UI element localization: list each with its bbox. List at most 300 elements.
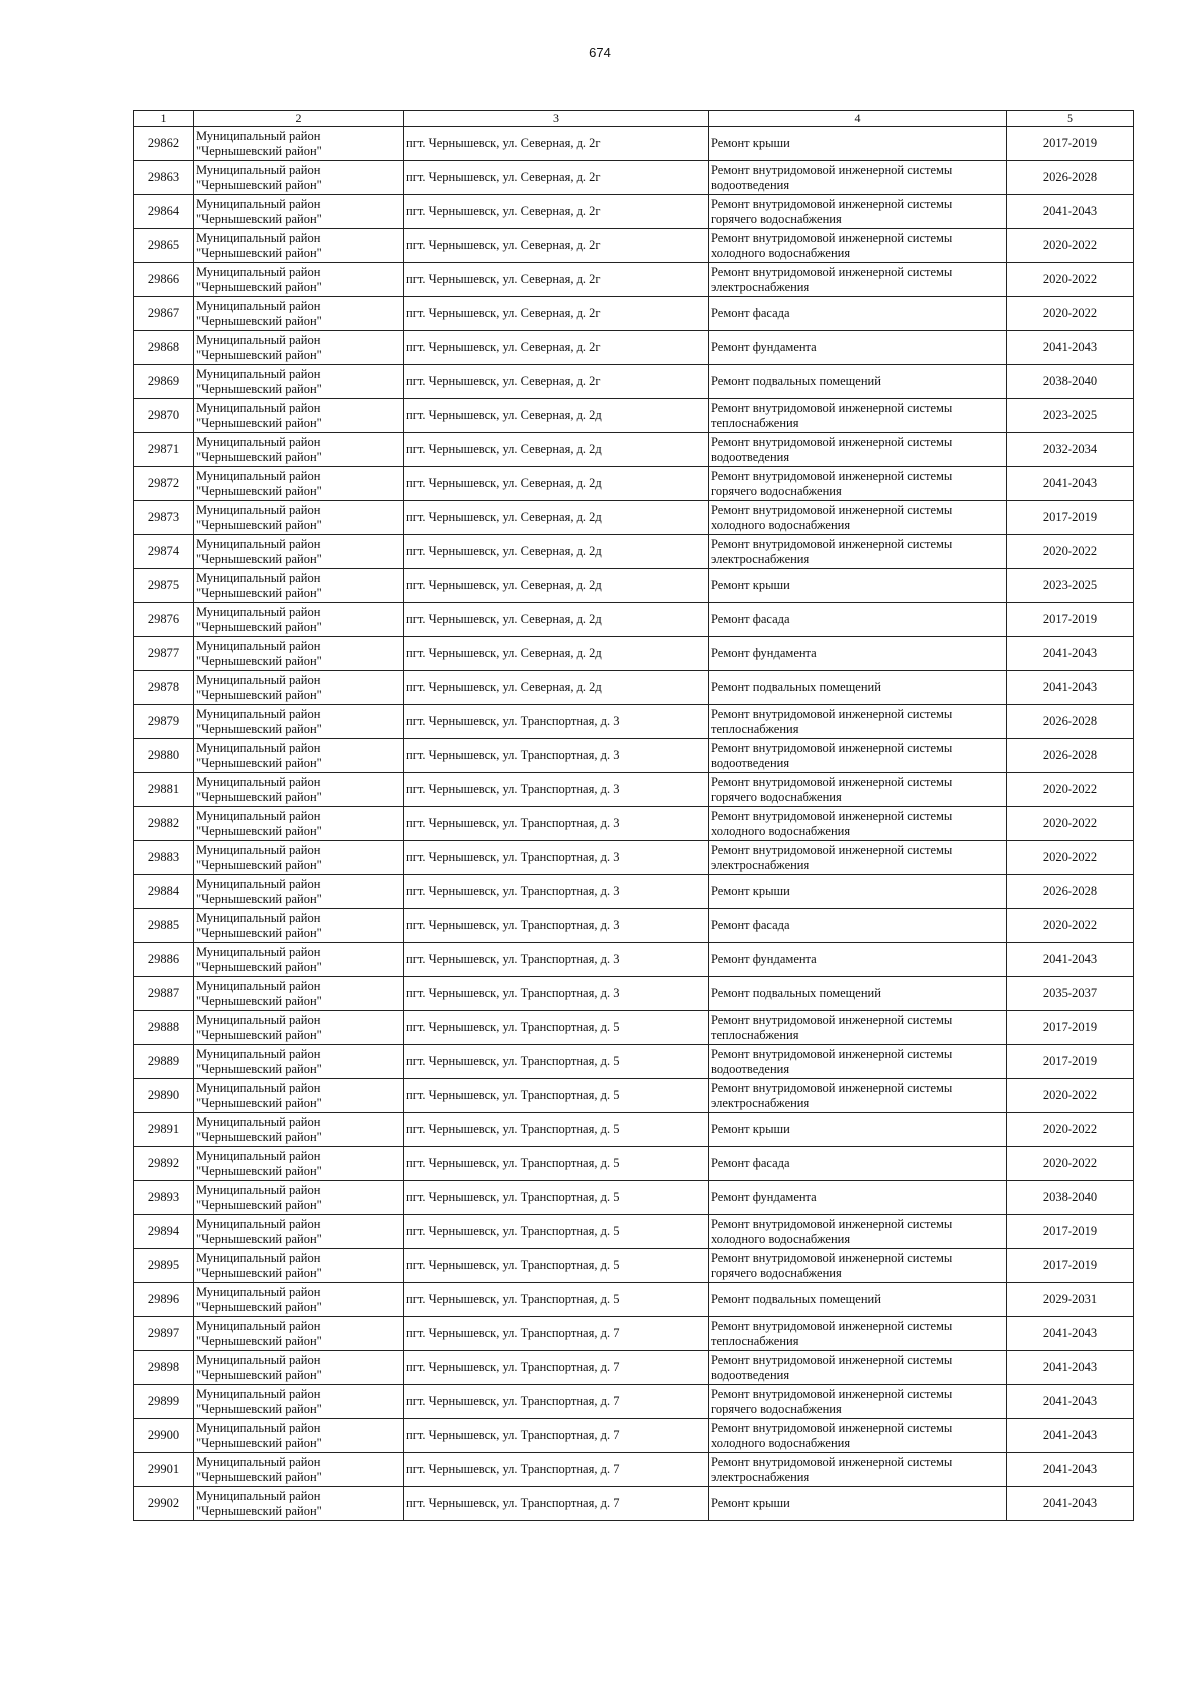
work-type-line: Ремонт внутридомовой инженерной системы <box>711 400 953 415</box>
address-cell: пгт. Чернышевск, ул. Транспортная, д. 7 <box>404 1351 709 1385</box>
address-cell: пгт. Чернышевск, ул. Северная, д. 2д <box>404 569 709 603</box>
address-cell: пгт. Чернышевск, ул. Транспортная, д. 5 <box>404 1011 709 1045</box>
district-cell <box>194 1011 404 1045</box>
address-cell: пгт. Чернышевск, ул. Транспортная, д. 3 <box>404 739 709 773</box>
record-number: 29880 <box>134 739 194 773</box>
record-number: 29886 <box>134 943 194 977</box>
table-row <box>134 807 1134 841</box>
district-cell <box>194 1147 404 1181</box>
record-number: 29896 <box>134 1283 194 1317</box>
district-line: Муниципальный район <box>196 128 321 143</box>
table-row <box>134 773 1134 807</box>
district-line: "Чернышевский район" <box>196 993 322 1008</box>
table-row <box>134 1147 1134 1181</box>
period-cell: 2020-2022 <box>1007 773 1134 807</box>
district-line: Муниципальный район <box>196 1420 321 1435</box>
column-header: 3 <box>404 111 709 127</box>
table-row <box>134 365 1134 399</box>
record-number: 29874 <box>134 535 194 569</box>
district-line: Муниципальный район <box>196 1046 321 1061</box>
address-cell: пгт. Чернышевск, ул. Транспортная, д. 5 <box>404 1283 709 1317</box>
work-type-cell <box>709 773 1007 807</box>
work-type-cell <box>709 331 1007 365</box>
district-cell <box>194 977 404 1011</box>
district-line: "Чернышевский район" <box>196 1469 322 1484</box>
table-row <box>134 1283 1134 1317</box>
record-number: 29872 <box>134 467 194 501</box>
record-number: 29897 <box>134 1317 194 1351</box>
work-type-cell <box>709 1011 1007 1045</box>
address-cell: пгт. Чернышевск, ул. Транспортная, д. 3 <box>404 773 709 807</box>
work-type-cell <box>709 1419 1007 1453</box>
district-line: Муниципальный район <box>196 196 321 211</box>
address-cell: пгт. Чернышевск, ул. Северная, д. 2г <box>404 229 709 263</box>
district-cell <box>194 841 404 875</box>
district-line: "Чернышевский район" <box>196 789 322 804</box>
column-header: 2 <box>194 111 404 127</box>
work-type-cell <box>709 1181 1007 1215</box>
table-row <box>134 1215 1134 1249</box>
district-line: "Чернышевский район" <box>196 1061 322 1076</box>
table-row <box>134 1385 1134 1419</box>
table-row <box>134 467 1134 501</box>
record-number: 29884 <box>134 875 194 909</box>
work-type-line: Ремонт внутридомовой инженерной системы <box>711 230 953 245</box>
work-type-line: Ремонт внутридомовой инженерной системы <box>711 196 953 211</box>
period-cell: 2041-2043 <box>1007 1317 1134 1351</box>
district-line: Муниципальный район <box>196 740 321 755</box>
record-number: 29870 <box>134 399 194 433</box>
district-line: "Чернышевский район" <box>196 1163 322 1178</box>
district-cell <box>194 603 404 637</box>
period-cell: 2041-2043 <box>1007 1351 1134 1385</box>
record-number: 29892 <box>134 1147 194 1181</box>
period-cell: 2020-2022 <box>1007 1079 1134 1113</box>
address-cell: пгт. Чернышевск, ул. Транспортная, д. 7 <box>404 1453 709 1487</box>
record-number: 29889 <box>134 1045 194 1079</box>
column-number-row <box>134 111 1134 127</box>
district-cell <box>194 1351 404 1385</box>
district-line: Муниципальный район <box>196 264 321 279</box>
district-line: Муниципальный район <box>196 774 321 789</box>
work-type-cell <box>709 1045 1007 1079</box>
work-type-line: Ремонт фасада <box>711 1156 790 1170</box>
column-header: 1 <box>134 111 194 127</box>
table-row <box>134 535 1134 569</box>
district-cell <box>194 161 404 195</box>
table-row <box>134 1079 1134 1113</box>
record-number: 29893 <box>134 1181 194 1215</box>
work-type-cell <box>709 1283 1007 1317</box>
period-cell: 2041-2043 <box>1007 637 1134 671</box>
record-number: 29902 <box>134 1487 194 1521</box>
district-line: "Чернышевский район" <box>196 347 322 362</box>
district-line: Муниципальный район <box>196 706 321 721</box>
district-line: "Чернышевский район" <box>196 551 322 566</box>
table-row <box>134 603 1134 637</box>
table-row <box>134 297 1134 331</box>
district-line: Муниципальный район <box>196 808 321 823</box>
district-line: Муниципальный район <box>196 1182 321 1197</box>
address-cell: пгт. Чернышевск, ул. Северная, д. 2д <box>404 603 709 637</box>
table-row <box>134 433 1134 467</box>
record-number: 29883 <box>134 841 194 875</box>
table-row <box>134 1249 1134 1283</box>
district-cell <box>194 467 404 501</box>
work-type-cell <box>709 1079 1007 1113</box>
work-type-line: Ремонт подвальных помещений <box>711 986 881 1000</box>
district-line: Муниципальный район <box>196 1284 321 1299</box>
work-type-line: Ремонт внутридомовой инженерной системы <box>711 774 953 789</box>
district-line: Муниципальный район <box>196 638 321 653</box>
record-number: 29875 <box>134 569 194 603</box>
work-type-line: водоотведения <box>711 755 790 770</box>
work-type-cell <box>709 977 1007 1011</box>
table-row <box>134 501 1134 535</box>
district-cell <box>194 1249 404 1283</box>
period-cell: 2023-2025 <box>1007 569 1134 603</box>
district-cell <box>194 195 404 229</box>
district-line: Муниципальный район <box>196 298 321 313</box>
record-number: 29865 <box>134 229 194 263</box>
work-type-cell <box>709 1385 1007 1419</box>
work-type-line: Ремонт внутридомовой инженерной системы <box>711 740 953 755</box>
district-line: "Чернышевский район" <box>196 1299 322 1314</box>
work-type-line: водоотведения <box>711 1061 790 1076</box>
period-cell: 2026-2028 <box>1007 161 1134 195</box>
work-type-line: Ремонт внутридомовой инженерной системы <box>711 808 953 823</box>
table-row <box>134 1419 1134 1453</box>
work-type-cell <box>709 841 1007 875</box>
district-line: Муниципальный район <box>196 332 321 347</box>
work-type-cell <box>709 1487 1007 1521</box>
table-row <box>134 127 1134 161</box>
table-row <box>134 1317 1134 1351</box>
work-type-line: Ремонт крыши <box>711 884 790 898</box>
district-line: "Чернышевский район" <box>196 313 322 328</box>
district-line: Муниципальный район <box>196 1488 321 1503</box>
record-number: 29881 <box>134 773 194 807</box>
district-cell <box>194 229 404 263</box>
work-type-line: горячего водоснабжения <box>711 483 842 498</box>
address-cell: пгт. Чернышевск, ул. Транспортная, д. 3 <box>404 807 709 841</box>
period-cell: 2017-2019 <box>1007 1011 1134 1045</box>
district-line: "Чернышевский район" <box>196 653 322 668</box>
address-cell: пгт. Чернышевск, ул. Северная, д. 2г <box>404 331 709 365</box>
period-cell: 2041-2043 <box>1007 331 1134 365</box>
work-type-line: горячего водоснабжения <box>711 789 842 804</box>
district-line: Муниципальный район <box>196 162 321 177</box>
address-cell: пгт. Чернышевск, ул. Транспортная, д. 5 <box>404 1079 709 1113</box>
work-type-cell <box>709 705 1007 739</box>
work-type-line: Ремонт внутридомовой инженерной системы <box>711 1046 953 1061</box>
work-type-line: водоотведения <box>711 449 790 464</box>
work-type-line: холодного водоснабжения <box>711 517 851 532</box>
address-cell: пгт. Чернышевск, ул. Транспортная, д. 3 <box>404 909 709 943</box>
work-type-line: холодного водоснабжения <box>711 823 851 838</box>
work-type-line: Ремонт внутридомовой инженерной системы <box>711 1352 953 1367</box>
district-line: Муниципальный район <box>196 570 321 585</box>
district-line: Муниципальный район <box>196 1318 321 1333</box>
district-cell <box>194 739 404 773</box>
table-row <box>134 671 1134 705</box>
work-type-line: Ремонт фундамента <box>711 952 817 966</box>
district-line: "Чернышевский район" <box>196 1129 322 1144</box>
work-type-line: водоотведения <box>711 177 790 192</box>
work-type-cell <box>709 1215 1007 1249</box>
record-number: 29877 <box>134 637 194 671</box>
work-type-line: Ремонт внутридомовой инженерной системы <box>711 162 953 177</box>
address-cell: пгт. Чернышевск, ул. Северная, д. 2д <box>404 433 709 467</box>
work-type-line: горячего водоснабжения <box>711 1401 842 1416</box>
work-type-cell <box>709 909 1007 943</box>
work-type-line: Ремонт внутридомовой инженерной системы <box>711 1386 953 1401</box>
district-cell <box>194 773 404 807</box>
district-cell <box>194 365 404 399</box>
period-cell: 2017-2019 <box>1007 1249 1134 1283</box>
address-cell: пгт. Чернышевск, ул. Транспортная, д. 7 <box>404 1317 709 1351</box>
work-type-cell <box>709 875 1007 909</box>
district-line: "Чернышевский район" <box>196 585 322 600</box>
work-type-line: электроснабжения <box>711 551 810 566</box>
work-type-line: Ремонт внутридомовой инженерной системы <box>711 264 953 279</box>
district-line: "Чернышевский район" <box>196 245 322 260</box>
period-cell: 2023-2025 <box>1007 399 1134 433</box>
district-cell <box>194 1079 404 1113</box>
district-line: Муниципальный район <box>196 910 321 925</box>
work-type-line: холодного водоснабжения <box>711 245 851 260</box>
district-line: "Чернышевский район" <box>196 279 322 294</box>
work-type-cell <box>709 365 1007 399</box>
address-cell: пгт. Чернышевск, ул. Транспортная, д. 3 <box>404 705 709 739</box>
work-type-line: Ремонт подвальных помещений <box>711 1292 881 1306</box>
work-type-line: Ремонт внутридомовой инженерной системы <box>711 1420 953 1435</box>
district-line: Муниципальный район <box>196 672 321 687</box>
district-line: Муниципальный район <box>196 468 321 483</box>
district-line: "Чернышевский район" <box>196 721 322 736</box>
district-cell <box>194 569 404 603</box>
district-line: "Чернышевский район" <box>196 1435 322 1450</box>
district-line: Муниципальный район <box>196 944 321 959</box>
district-line: "Чернышевский район" <box>196 891 322 906</box>
work-type-cell <box>709 807 1007 841</box>
table-row <box>134 705 1134 739</box>
address-cell: пгт. Чернышевск, ул. Транспортная, д. 5 <box>404 1147 709 1181</box>
work-type-cell <box>709 739 1007 773</box>
district-line: Муниципальный район <box>196 366 321 381</box>
table-row <box>134 637 1134 671</box>
work-type-cell <box>709 1351 1007 1385</box>
table-row <box>134 739 1134 773</box>
work-type-line: холодного водоснабжения <box>711 1231 851 1246</box>
work-type-cell <box>709 535 1007 569</box>
district-line: Муниципальный район <box>196 1080 321 1095</box>
address-cell: пгт. Чернышевск, ул. Северная, д. 2г <box>404 365 709 399</box>
record-number: 29878 <box>134 671 194 705</box>
work-type-line: Ремонт подвальных помещений <box>711 680 881 694</box>
period-cell: 2020-2022 <box>1007 1113 1134 1147</box>
page-number: 674 <box>589 45 611 60</box>
district-cell <box>194 127 404 161</box>
table-row <box>134 977 1134 1011</box>
district-line: "Чернышевский район" <box>196 1197 322 1212</box>
table-row <box>134 875 1134 909</box>
table-row <box>134 943 1134 977</box>
period-cell: 2026-2028 <box>1007 875 1134 909</box>
work-type-cell <box>709 603 1007 637</box>
record-number: 29899 <box>134 1385 194 1419</box>
work-type-line: горячего водоснабжения <box>711 1265 842 1280</box>
work-type-line: электроснабжения <box>711 1469 810 1484</box>
period-cell: 2041-2043 <box>1007 1385 1134 1419</box>
district-line: "Чернышевский район" <box>196 857 322 872</box>
district-cell <box>194 1045 404 1079</box>
record-number: 29888 <box>134 1011 194 1045</box>
work-type-line: электроснабжения <box>711 279 810 294</box>
record-number: 29891 <box>134 1113 194 1147</box>
record-number: 29895 <box>134 1249 194 1283</box>
period-cell: 2017-2019 <box>1007 1045 1134 1079</box>
district-line: "Чернышевский район" <box>196 143 322 158</box>
district-cell <box>194 807 404 841</box>
table-row <box>134 1113 1134 1147</box>
work-type-cell <box>709 1453 1007 1487</box>
work-type-line: Ремонт фасада <box>711 918 790 932</box>
table-row <box>134 1011 1134 1045</box>
work-type-line: Ремонт фундамента <box>711 1190 817 1204</box>
district-line: Муниципальный район <box>196 1250 321 1265</box>
district-line: "Чернышевский район" <box>196 449 322 464</box>
district-line: Муниципальный район <box>196 978 321 993</box>
work-type-cell <box>709 399 1007 433</box>
district-cell <box>194 637 404 671</box>
work-type-cell <box>709 671 1007 705</box>
period-cell: 2020-2022 <box>1007 535 1134 569</box>
district-line: "Чернышевский район" <box>196 1265 322 1280</box>
district-line: Муниципальный район <box>196 1216 321 1231</box>
district-cell <box>194 263 404 297</box>
table-row <box>134 909 1134 943</box>
work-type-line: Ремонт внутридомовой инженерной системы <box>711 1318 953 1333</box>
district-line: "Чернышевский район" <box>196 1503 322 1518</box>
period-cell: 2029-2031 <box>1007 1283 1134 1317</box>
address-cell: пгт. Чернышевск, ул. Транспортная, д. 7 <box>404 1385 709 1419</box>
table-row <box>134 399 1134 433</box>
work-type-cell <box>709 297 1007 331</box>
table-row <box>134 1351 1134 1385</box>
work-type-line: Ремонт внутридомовой инженерной системы <box>711 842 953 857</box>
district-line: "Чернышевский район" <box>196 619 322 634</box>
work-type-line: Ремонт внутридомовой инженерной системы <box>711 1250 953 1265</box>
period-cell: 2020-2022 <box>1007 807 1134 841</box>
address-cell: пгт. Чернышевск, ул. Транспортная, д. 3 <box>404 875 709 909</box>
address-cell: пгт. Чернышевск, ул. Транспортная, д. 3 <box>404 977 709 1011</box>
district-cell <box>194 875 404 909</box>
period-cell: 2032-2034 <box>1007 433 1134 467</box>
address-cell: пгт. Чернышевск, ул. Северная, д. 2д <box>404 671 709 705</box>
period-cell: 2020-2022 <box>1007 263 1134 297</box>
address-cell: пгт. Чернышевск, ул. Транспортная, д. 3 <box>404 943 709 977</box>
address-cell: пгт. Чернышевск, ул. Транспортная, д. 5 <box>404 1113 709 1147</box>
district-line: "Чернышевский район" <box>196 1231 322 1246</box>
work-type-line: Ремонт внутридомовой инженерной системы <box>711 706 953 721</box>
work-type-line: Ремонт внутридомовой инженерной системы <box>711 1012 953 1027</box>
address-cell: пгт. Чернышевск, ул. Северная, д. 2г <box>404 161 709 195</box>
work-type-cell <box>709 195 1007 229</box>
work-type-cell <box>709 1113 1007 1147</box>
district-line: Муниципальный район <box>196 1454 321 1469</box>
table-row <box>134 841 1134 875</box>
district-line: "Чернышевский район" <box>196 177 322 192</box>
record-number: 29873 <box>134 501 194 535</box>
work-type-cell <box>709 467 1007 501</box>
period-cell: 2041-2043 <box>1007 1419 1134 1453</box>
work-type-line: Ремонт крыши <box>711 578 790 592</box>
work-type-line: холодного водоснабжения <box>711 1435 851 1450</box>
address-cell: пгт. Чернышевск, ул. Северная, д. 2г <box>404 127 709 161</box>
address-cell: пгт. Чернышевск, ул. Транспортная, д. 5 <box>404 1045 709 1079</box>
district-line: "Чернышевский район" <box>196 823 322 838</box>
record-number: 29887 <box>134 977 194 1011</box>
district-line: Муниципальный район <box>196 1114 321 1129</box>
district-line: Муниципальный район <box>196 230 321 245</box>
work-type-cell <box>709 161 1007 195</box>
district-line: "Чернышевский район" <box>196 1401 322 1416</box>
district-line: Муниципальный район <box>196 1386 321 1401</box>
record-number: 29863 <box>134 161 194 195</box>
district-line: Муниципальный район <box>196 536 321 551</box>
period-cell: 2041-2043 <box>1007 195 1134 229</box>
district-line: "Чернышевский район" <box>196 1095 322 1110</box>
district-cell <box>194 1215 404 1249</box>
address-cell: пгт. Чернышевск, ул. Северная, д. 2д <box>404 501 709 535</box>
address-cell: пгт. Чернышевск, ул. Северная, д. 2д <box>404 637 709 671</box>
work-type-cell <box>709 127 1007 161</box>
work-type-line: электроснабжения <box>711 1095 810 1110</box>
work-type-line: Ремонт крыши <box>711 1496 790 1510</box>
record-number: 29862 <box>134 127 194 161</box>
district-cell <box>194 943 404 977</box>
period-cell: 2020-2022 <box>1007 909 1134 943</box>
table-row <box>134 229 1134 263</box>
table-row <box>134 1487 1134 1521</box>
work-type-line: Ремонт внутридомовой инженерной системы <box>711 1454 953 1469</box>
record-number: 29882 <box>134 807 194 841</box>
district-cell <box>194 1317 404 1351</box>
period-cell: 2038-2040 <box>1007 1181 1134 1215</box>
address-cell: пгт. Чернышевск, ул. Северная, д. 2д <box>404 535 709 569</box>
district-line: Муниципальный район <box>196 1148 321 1163</box>
work-type-line: Ремонт внутридомовой инженерной системы <box>711 468 953 483</box>
period-cell: 2017-2019 <box>1007 1215 1134 1249</box>
work-type-line: Ремонт внутридомовой инженерной системы <box>711 1080 953 1095</box>
address-cell: пгт. Чернышевск, ул. Транспортная, д. 7 <box>404 1419 709 1453</box>
district-cell <box>194 331 404 365</box>
district-cell <box>194 399 404 433</box>
work-type-cell <box>709 637 1007 671</box>
work-type-line: теплоснабжения <box>711 415 799 430</box>
table-row <box>134 263 1134 297</box>
record-number: 29876 <box>134 603 194 637</box>
district-cell <box>194 433 404 467</box>
work-type-line: водоотведения <box>711 1367 790 1382</box>
work-type-line: электроснабжения <box>711 857 810 872</box>
address-cell: пгт. Чернышевск, ул. Транспортная, д. 3 <box>404 841 709 875</box>
address-cell: пгт. Чернышевск, ул. Северная, д. 2г <box>404 263 709 297</box>
work-type-line: Ремонт фундамента <box>711 646 817 660</box>
period-cell: 2041-2043 <box>1007 1487 1134 1521</box>
district-cell <box>194 1385 404 1419</box>
